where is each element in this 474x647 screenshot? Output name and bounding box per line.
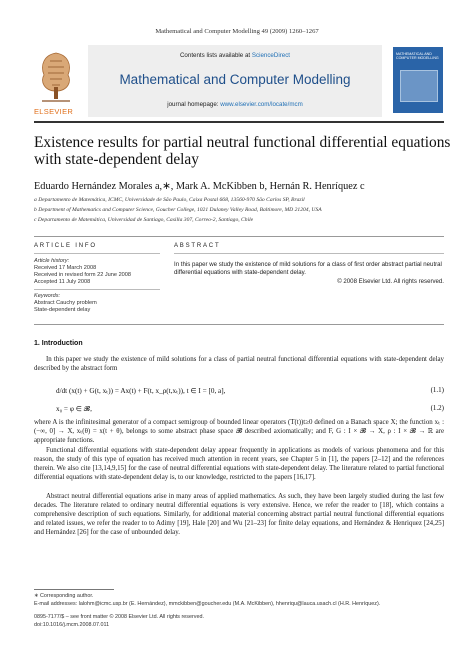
history-received: Received 17 March 2008	[34, 265, 97, 271]
affiliation-rule	[34, 236, 444, 237]
intro-paragraph-4	[34, 492, 444, 537]
header-rule	[34, 121, 444, 123]
keywords-label: Keywords:	[34, 293, 61, 299]
section-heading-introduction: 1. Introduction	[34, 340, 83, 347]
intro-text: Functional differential equations with state-dependent delay appear frequently in applications as models of various phenomena and for this reason, the study of this type of equation has received much attention in recent years, see Chapter 5 in [1], the papers [2–12] and the references therein. We also cite [13,14,9,15] for the case of neutral differential equations with state-dependent delay. The literature related to partial functional differential equations with state-dependent delay is, to our knowledge, restricted to the papers [16,17].	[34, 447, 444, 481]
article-history-label: Article history:	[34, 258, 70, 264]
cover-title: MATHEMATICAL AND COMPUTER MODELLING	[396, 52, 439, 61]
equation-1-2: x₀ = φ ∈ 𝓑,	[56, 405, 92, 413]
intro-text: In this paper we study the existence of mild solutions for a class of partial neutral functional differential equations with state-dependent delay described by the abstract form	[34, 356, 444, 372]
affiliation-c: c Departamento de Matemática, Universidad de Santiago, Casilla 307, Correo-2, Santiago, Chile	[34, 217, 254, 223]
corresponding-author-note: ∗ Corresponding author.	[34, 593, 94, 599]
intro-text: Abstract neutral differential equations arise in many areas of applied mathematics. As such, they have been largely studied during the last few decades. The literature related to ordinary neutral differential equations is very extensive. Hence, we refer the reader to [18], which contains a comprehensive description of such equations. Similarly, for additional material concerning abstract partial neutral functional differential equations and related issues, we refer the reader to to Adimy [19], Hale [20] and Wu [21–23] for finite delay equations, and Hernández & Henriquez [24,25] and Hernández [26] for the case of unbounded delay.	[34, 493, 444, 536]
abstract-copyright: © 2008 Elsevier Ltd. All rights reserved.	[337, 278, 444, 285]
journal-title: Mathematical and Computer Modelling	[119, 72, 351, 87]
contents-available-line	[88, 52, 382, 59]
intro-paragraph-3	[34, 446, 444, 482]
affiliation-a: a Departamento de Matemática, ICMC, Universidade de São Paulo, Caixa Postal 668, 13560-970 São Carlos SP, Brazil	[34, 197, 305, 203]
abstract-rule	[174, 253, 444, 254]
elsevier-tree-logo	[34, 47, 78, 107]
journal-homepage-line	[88, 101, 382, 108]
equation-1-1: d/dt (x(t) + G(t, xₜ)) = Ax(t) + F(t, x_ρ(t,xₜ)), t ∈ I = [0, a],	[56, 387, 226, 395]
history-accepted: Accepted 11 July 2008	[34, 279, 91, 285]
footnote-rule	[34, 589, 114, 590]
publisher-wordmark: ELSEVIER	[34, 107, 74, 116]
keyword-item: State-dependent delay	[34, 307, 91, 313]
author-list: Eduardo Hernández Morales a,∗, Mark A. McKibben b, Hernán R. Henríquez c	[34, 181, 365, 192]
equation-number-1-2: (1.2)	[430, 404, 444, 412]
affiliation-b: b Department of Mathematics and Computer Science, Goucher College, 1021 Dulaney Valley Road, Baltimore, MD 21204, USA	[34, 207, 322, 213]
intro-paragraph-2	[34, 418, 444, 445]
keywords-rule	[34, 289, 160, 290]
journal-homepage-link[interactable]: www.elsevier.com/locate/mcm	[220, 101, 303, 108]
keyword-item: Abstract Cauchy problem	[34, 300, 97, 306]
abstract-bottom-rule	[34, 324, 444, 325]
equation-number-1-1: (1.1)	[430, 386, 444, 394]
paper-title: Existence results for partial neutral functional differential equations with state-dependent delay	[34, 134, 451, 168]
cover-illustration	[400, 70, 438, 102]
article-info-rule	[34, 253, 160, 254]
email-addresses-note: E-mail addresses: lalohm@icmc.usp.br (E. Hernández), mmckibben@goucher.edu (M.A. McKibben), hhenriqu@lauca.usach.cl (H.R. Henríquez).	[34, 601, 381, 607]
journal-reference: Mathematical and Computer Modelling 49 (2009) 1260–1267	[155, 28, 319, 35]
sciencedirect-link[interactable]: ScienceDirect	[251, 52, 291, 59]
doi-line: doi:10.1016/j.mcm.2008.07.011	[34, 622, 110, 628]
homepage-prefix: journal homepage:	[167, 101, 221, 108]
abstract-text: In this paper we study the existence of mild solutions for a class of first order abstract partial neutral differential equations with state-dependent delay.	[174, 261, 442, 276]
intro-paragraph-1	[34, 355, 444, 373]
abstract-heading: ABSTRACT	[174, 243, 221, 249]
intro-text: where A is the infinitesimal generator of a compact semigroup of bounded linear operators (T(t))t≥0 defined on a Banach space X; the function xₜ : (−∞, 0] → X, xₜ(θ) = x(t + θ), belongs to some abstract phase space 𝓑 described axiomatically; and F, G : I × 𝓑 → X, ρ : I × 𝓑 → ℝ are appropriate functions.	[34, 419, 444, 444]
history-revised: Received in revised form 22 June 2008	[34, 272, 132, 278]
contents-prefix: Contents lists available at	[179, 52, 252, 59]
issn-line: 0895-7177/$ – see front matter © 2008 Elsevier Ltd. All rights reserved.	[34, 614, 204, 620]
article-info-heading: ARTICLE INFO	[34, 243, 97, 249]
